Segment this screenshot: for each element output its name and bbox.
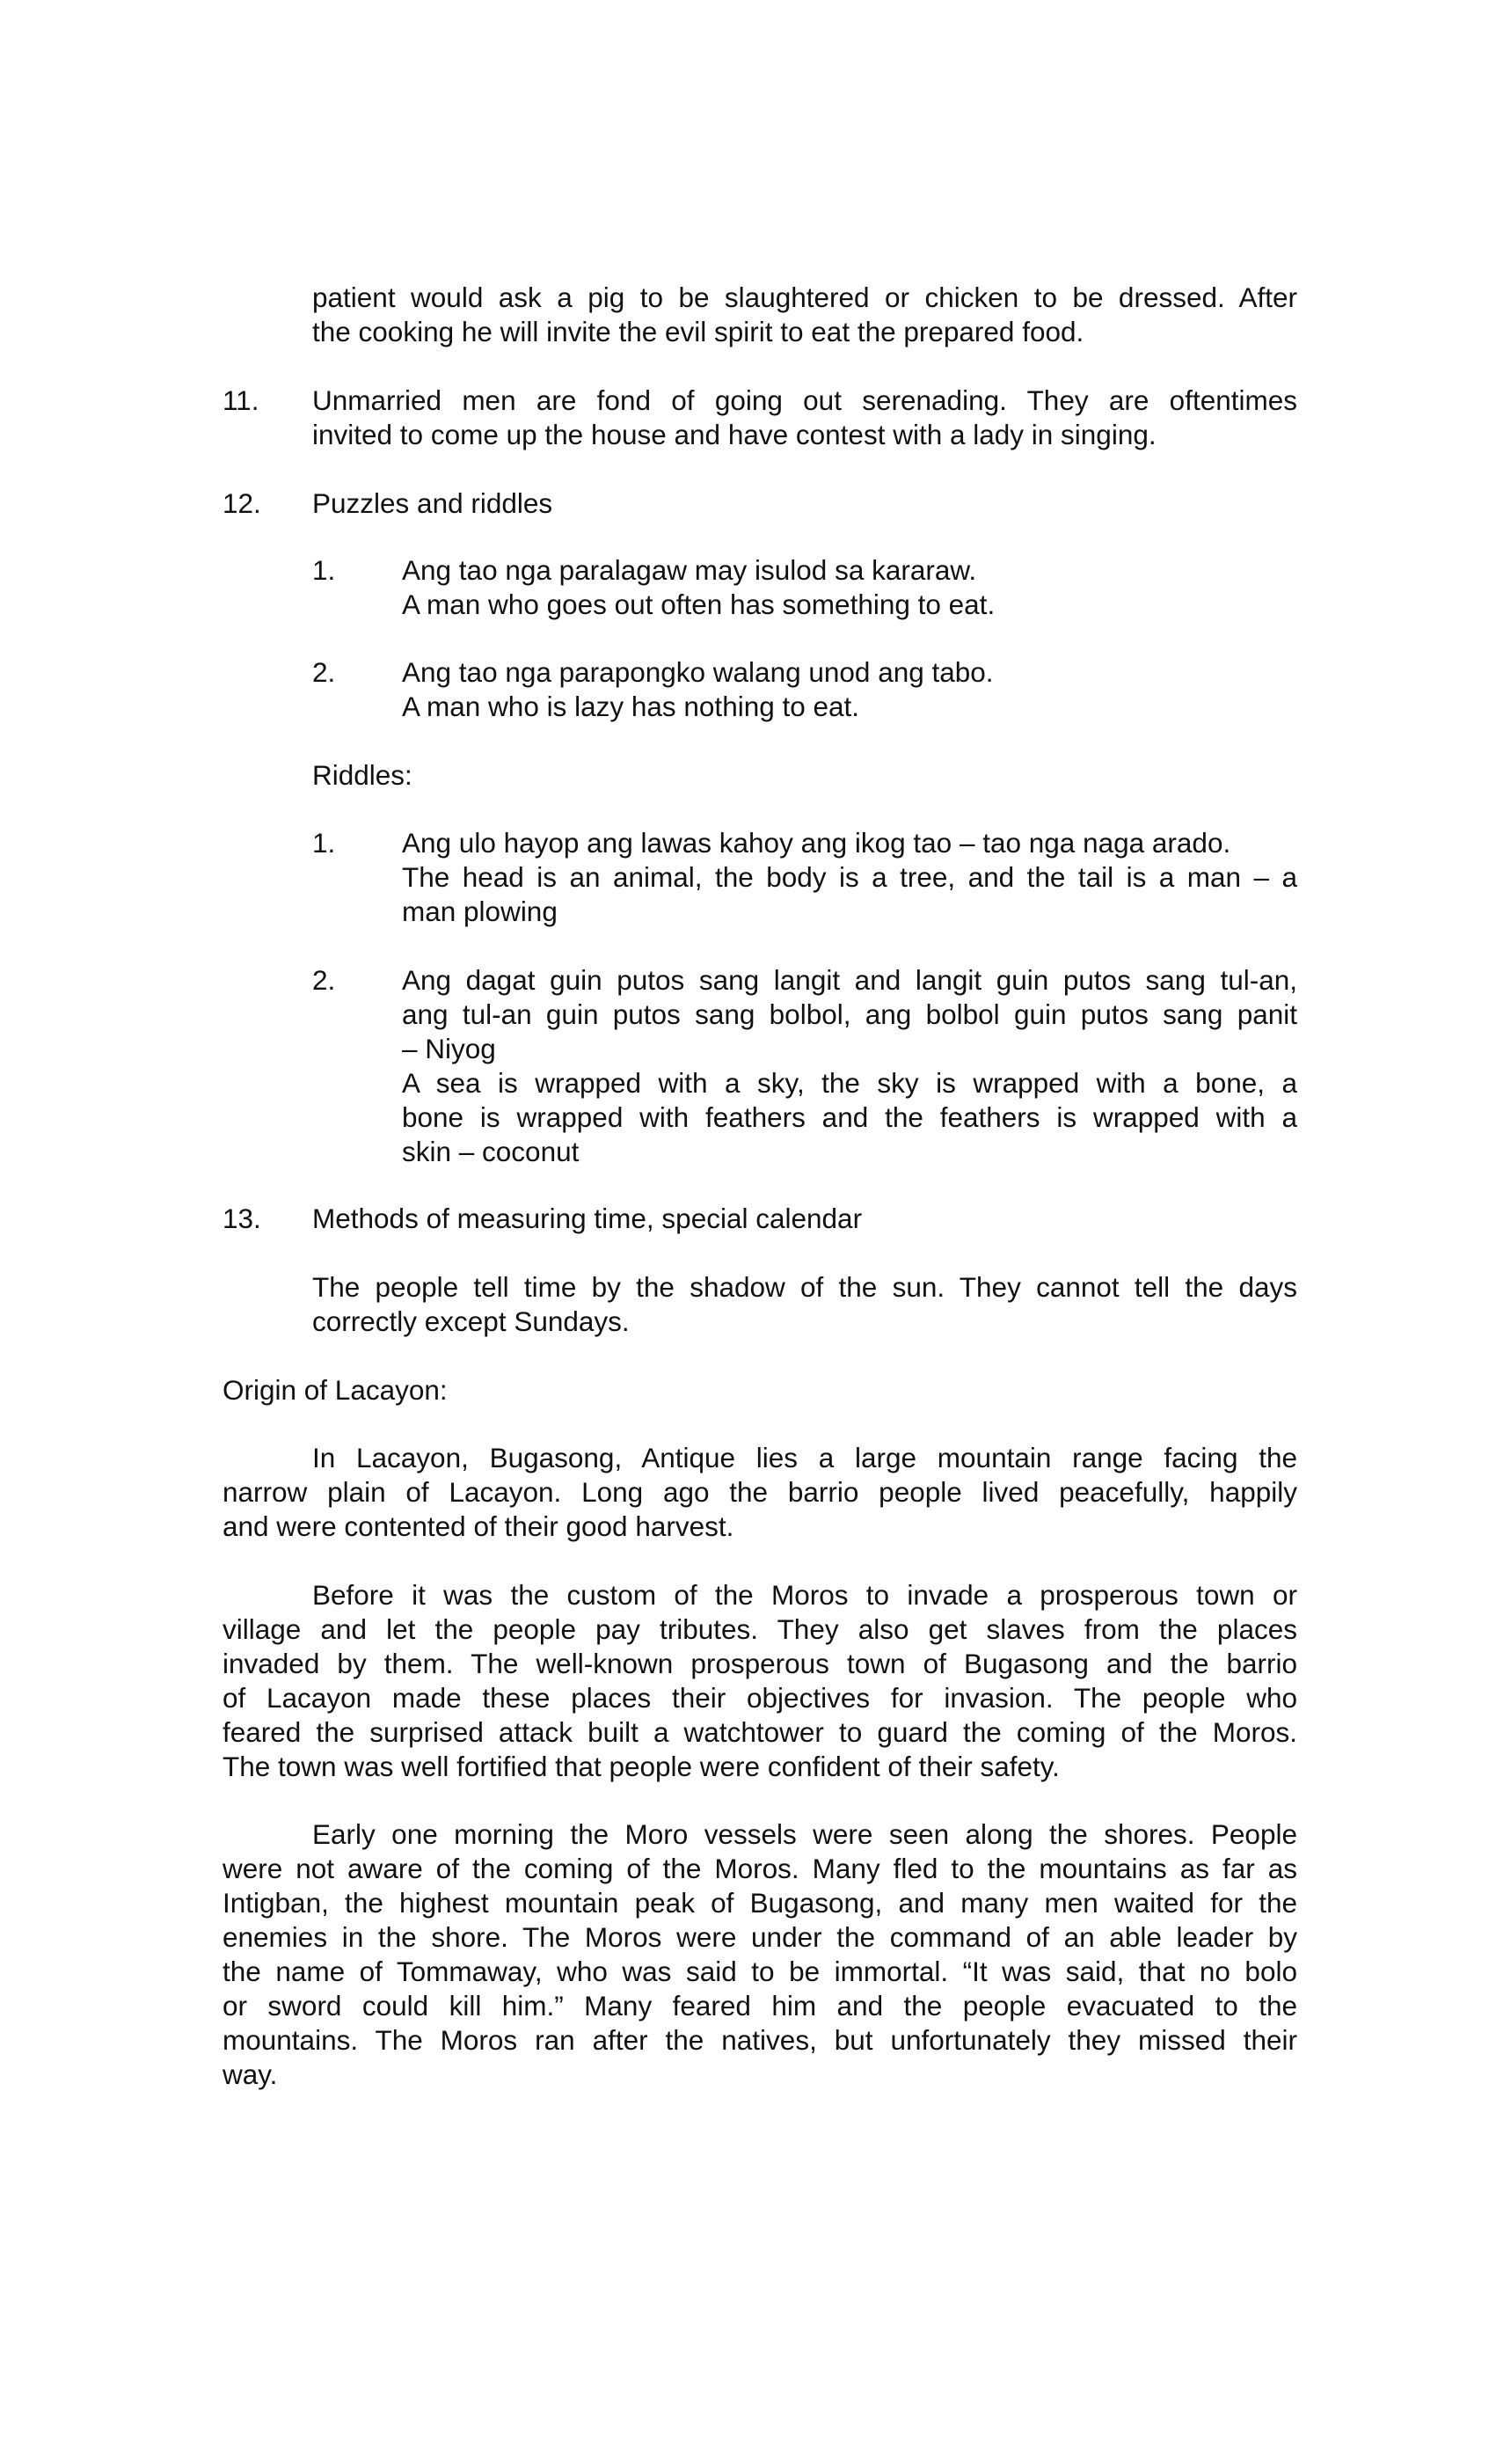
text-line: enemies in the shore. The Moros were under the command of an able leader by [223, 1921, 1297, 1953]
text-line: of Lacayon made these places their objectives for invasion. The people who [223, 1682, 1297, 1714]
puzzle-item [402, 553, 1297, 622]
continuation-paragraph [312, 281, 1297, 349]
item-13-heading: Methods of measuring time, special calendar [312, 1203, 863, 1234]
text-line: The people tell time by the shadow of the sun. They cannot tell the days [312, 1271, 1297, 1303]
list-number: 2. [312, 964, 336, 996]
list-number: 2. [312, 656, 336, 688]
text-line: mountains. The Moros ran after the natives, but unfortunately they missed their [223, 2024, 1297, 2056]
text-line: or sword could kill him.” Many feared him and the people evacuated to the [223, 1990, 1297, 2022]
text-line: skin – coconut [402, 1136, 580, 1167]
riddles-heading: Riddles: [312, 759, 412, 791]
list-number: 1. [312, 827, 336, 859]
text-line: The town was well fortified that people were confident of their safety. [223, 1751, 1060, 1782]
origin-paragraph [223, 1441, 1297, 1544]
text-line: bone is wrapped with feathers and the feathers is wrapped with a [402, 1101, 1297, 1133]
origin-paragraph [223, 1578, 1297, 1784]
text-line: patient would ask a pig to be slaughtered or chicken to be dressed. After [312, 281, 1297, 313]
text-line: Early one morning the Moro vessels were seen along the shores. People [312, 1818, 1297, 1850]
text-line: A man who goes out often has something to eat. [402, 589, 996, 620]
text-line: the cooking he will invite the evil spirit to eat the prepared food. [312, 316, 1084, 347]
list-number: 1. [312, 554, 336, 586]
text-line: Before it was the custom of the Moros to invade a prosperous town or [312, 1579, 1297, 1611]
text-line: Ang ulo hayop ang lawas kahoy ang ikog tao – tao nga naga arado. [402, 827, 1231, 859]
text-line: ang tul-an guin putos sang bolbol, ang bolbol guin putos sang panit [402, 998, 1297, 1030]
text-line: invited to come up the house and have contest with a lady in singing. [312, 419, 1157, 450]
item-12-heading: Puzzles and riddles [312, 487, 553, 519]
text-line: the name of Tommaway, who was said to be immortal. “It was said, that no bolo [223, 1956, 1297, 1987]
riddle-item [402, 826, 1297, 929]
text-line: feared the surprised attack built a watchtower to guard the coming of the Moros. [223, 1716, 1297, 1748]
text-line: Intigban, the highest mountain peak of Bugasong, and many men waited for the [223, 1887, 1297, 1919]
text-line: A sea is wrapped with a sky, the sky is wrapped with a bone, a [402, 1067, 1297, 1099]
text-line: and were contented of their good harvest. [223, 1510, 734, 1542]
text-line: In Lacayon, Bugasong, Antique lies a large mountain range facing the [312, 1442, 1297, 1473]
text-line: Ang tao nga parapongko walang unod ang tabo. [402, 656, 994, 688]
text-line: narrow plain of Lacayon. Long ago the barrio people lived peacefully, happily [223, 1476, 1297, 1508]
item-13-text [312, 1270, 1297, 1339]
puzzle-item [402, 655, 1297, 724]
item-11-text [312, 384, 1297, 452]
text-line: A man who is lazy has nothing to eat. [402, 691, 860, 722]
riddle-item [402, 963, 1297, 1169]
text-line: Ang tao nga paralagaw may isulod sa kararaw. [402, 554, 977, 586]
item-number: 11. [223, 384, 259, 416]
origin-heading: Origin of Lacayon: [223, 1374, 448, 1406]
text-line: – Niyog [402, 1033, 496, 1064]
text-line: The head is an animal, the body is a tree, and the tail is a man – a [402, 861, 1297, 893]
text-line: Unmarried men are fond of going out serenading. They are oftentimes [312, 384, 1297, 416]
text-line: Ang dagat guin putos sang langit and langit guin putos sang tul-an, [402, 964, 1297, 996]
text-line: way. [223, 2058, 278, 2090]
item-number: 12. [223, 487, 261, 519]
text-line: correctly except Sundays. [312, 1305, 630, 1337]
origin-paragraph [223, 1817, 1297, 2092]
text-line: invaded by them. The well-known prosperous town of Bugasong and the barrio [223, 1648, 1297, 1679]
item-number: 13. [223, 1203, 261, 1234]
text-line: village and let the people pay tributes. They also get slaves from the places [223, 1613, 1297, 1645]
text-line: were not aware of the coming of the Moros. Many fled to the mountains as far as [223, 1853, 1297, 1884]
text-line: man plowing [402, 896, 558, 927]
